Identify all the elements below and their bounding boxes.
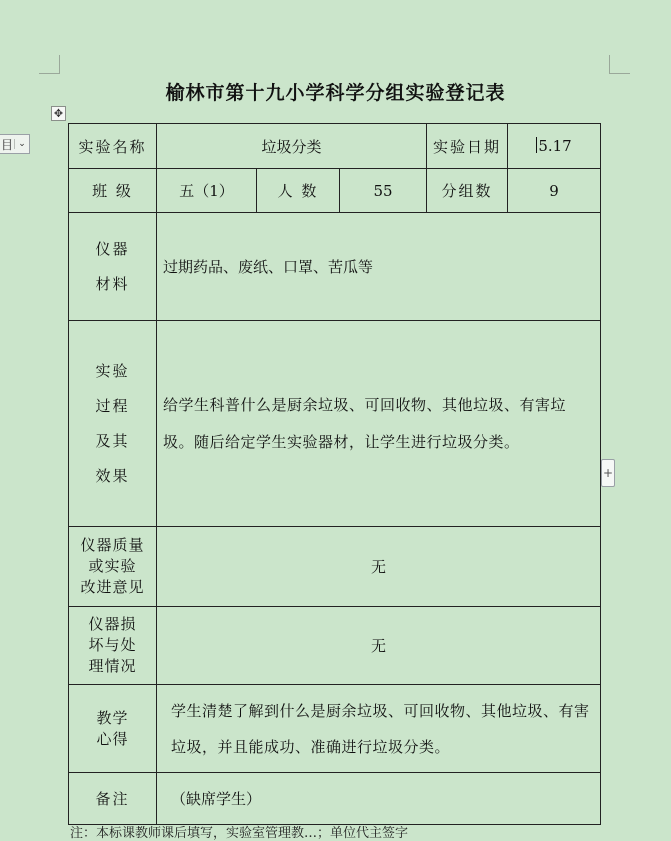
equipment-materials-value[interactable]: 过期药品、废纸、口罩、苦瓜等 (157, 213, 601, 321)
experiment-date-value: 5.17 (538, 137, 572, 155)
table-row (69, 527, 601, 607)
table-row (69, 773, 601, 825)
label-line: 坏与处 (88, 636, 137, 654)
page-corner-mark-top-left (39, 55, 60, 74)
label-line: 仪器损 (88, 615, 137, 633)
label-line: 教学 (96, 708, 129, 727)
layout-options-control[interactable] (0, 134, 30, 154)
table-row (69, 685, 601, 773)
experiment-date-cell[interactable] (508, 124, 601, 169)
label-line: 仪器质量 (80, 536, 145, 554)
damage-handling-value[interactable]: 无 (157, 607, 601, 685)
experiment-registration-table (68, 123, 601, 825)
class-label: 班 级 (69, 169, 157, 213)
class-value[interactable]: 五（1） (157, 169, 257, 213)
label-line: 实验 (95, 361, 130, 380)
label-line: 理情况 (88, 657, 137, 675)
teaching-reflection-label (69, 685, 157, 773)
label-line: 及其 (95, 431, 130, 450)
footer-note: 注：本标课教师课后填写，实验室管理教…；单位代主签字 (70, 826, 409, 841)
remarks-value[interactable]: （缺席学生） (157, 773, 601, 825)
label-line: 材料 (95, 274, 130, 293)
label-line: 过程 (95, 396, 130, 415)
table-row (69, 213, 601, 321)
table-row (69, 169, 601, 213)
improvement-suggestion-value[interactable]: 无 (157, 527, 601, 607)
page-corner-mark-top-right (609, 55, 630, 74)
group-count-label: 分组数 (427, 169, 508, 213)
document-title: 榆林市第十九小学科学分组实验登记表 (165, 82, 506, 104)
people-count-label: 人 数 (257, 169, 340, 213)
label-line: 仪器 (95, 239, 130, 258)
label-line: 效果 (95, 466, 130, 485)
label-line: 或实验 (88, 557, 137, 575)
table-icon: 目 (0, 137, 13, 152)
process-effect-label (69, 321, 157, 527)
table-row (69, 607, 601, 685)
experiment-date-label: 实验日期 (427, 124, 508, 169)
teaching-reflection-value[interactable]: 学生清楚了解到什么是厨余垃圾、可回收物、其他垃圾、有害垃圾，并且能成功、准确进行垃圾分类。 (157, 685, 601, 773)
experiment-name-label: 实验名称 (69, 124, 157, 169)
experiment-name-value[interactable]: 垃圾分类 (157, 124, 427, 169)
table-row (69, 321, 601, 527)
equipment-materials-label (69, 213, 157, 321)
damage-handling-label (69, 607, 157, 685)
label-line: 心得 (96, 729, 129, 748)
improvement-suggestion-label (69, 527, 157, 607)
label-line: 改进意见 (80, 578, 145, 596)
plus-icon[interactable]: + (601, 459, 615, 487)
process-effect-value[interactable]: 给学生科普什么是厨余垃圾、可回收物、其他垃圾、有害垃圾。随后给定学生实验器材，让学生进行垃圾分类。 (157, 321, 601, 527)
chevron-down-icon[interactable]: ⌄ (14, 139, 29, 149)
remarks-label: 备注 (69, 773, 157, 825)
table-row (69, 124, 601, 169)
move-icon[interactable]: ✥ (51, 106, 66, 121)
people-count-value[interactable]: 55 (340, 169, 427, 213)
group-count-value[interactable]: 9 (508, 169, 601, 213)
